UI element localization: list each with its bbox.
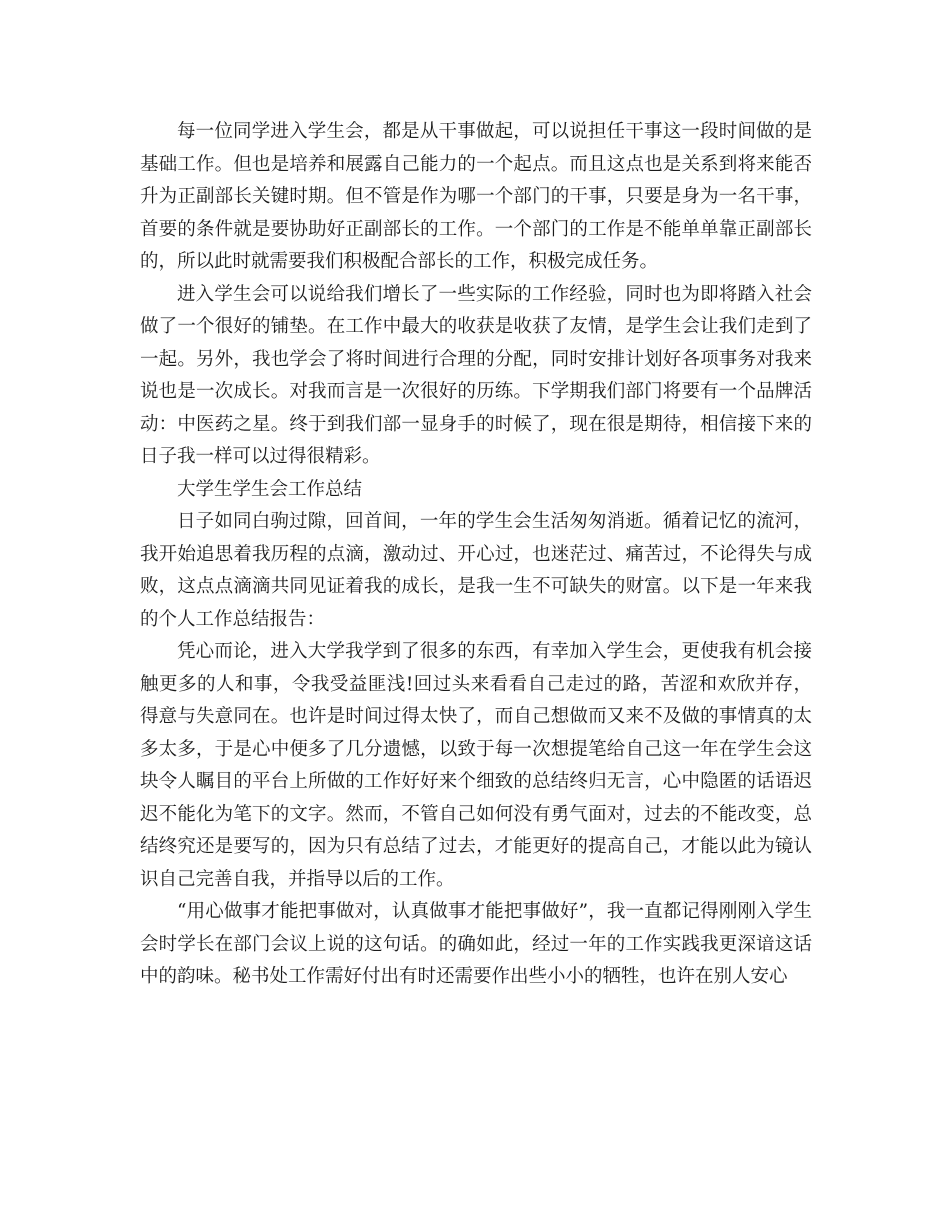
paragraph-2: 进入学生会可以说给我们增长了一些实际的工作经验，同时也为即将踏入社会做了一个很好的铺垫。在工作中最大的收获是收获了友情，是学生会让我们走到了一起。另外，我也学会了将时间进行合理的分配，同时安排计划好各项事务对我来说也是一次成长。对我而言是一次很好的历练。下学期我们部门将要有一个品牌活动：中医药之星。终于到我们部一显身手的时候了，现在很是期待，相信接下来的日子我一样可以过得很精彩。 [140, 283, 812, 467]
document-body [140, 116, 812, 994]
section-heading: 大学生学生会工作总结 [177, 478, 363, 500]
paragraph-5: “用心做事才能把事做对，认真做事才能把事做好”，我一直都记得刚刚入学生会时学长在部门会议上说的这句话。的确如此，经过一年的工作实践我更深谙这话中的韵味。秘书处工作需好付出有时还需要作出些小小的牺牲，也许在别人安心 [140, 901, 812, 987]
paragraph-3: 日子如同白驹过隙，回首间，一年的学生会生活匆匆消逝。循着记忆的流河，我开始追思着我历程的点滴，激动过、开心过，也迷茫过、痛苦过，不论得失与成败，这点点滴滴共同见证着我的成长，是我一生不可缺失的财富。以下是一年来我的个人工作总结报告： [140, 511, 812, 630]
paragraph-4: 凭心而论，进入大学我学到了很多的东西，有幸加入学生会，更使我有机会接触更多的人和事，令我受益匪浅!回过头来看看自己走过的路，苦涩和欢欣并存，得意与失意同在。也许是时间过得太快了，而自己想做而又来不及做的事情真的太多太多，于是心中便多了几分遗憾，以致于每一次想提笔给自己这一年在学生会这块令人瞩目的平台上所做的工作好好来个细致的总结终归无言，心中隐匿的话语迟迟不能化为笔下的文字。然而，不管自己如何没有勇气面对，过去的不能改变，总结终究还是要写的，因为只有总结了过去，才能更好的提高自己，才能以此为镜认识自己完善自我，并指导以后的工作。 [140, 641, 812, 890]
paragraph-1: 每一位同学进入学生会，都是从干事做起，可以说担任干事这一段时间做的是基础工作。但也是培养和展露自己能力的一个起点。而且这点也是关系到将来能否升为正副部长关键时期。但不管是作为哪一个部门的干事，只要是身为一名干事，首要的条件就是要协助好正副部长的工作。一个部门的工作是不能单单靠正副部长的，所以此时就需要我们积极配合部长的工作，积极完成任务。 [140, 121, 812, 272]
